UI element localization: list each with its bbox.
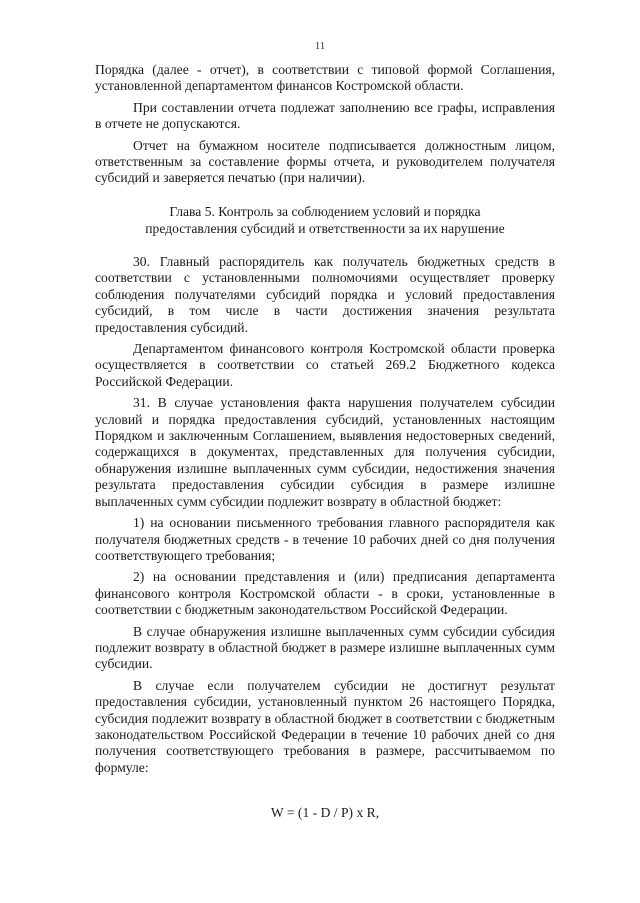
paragraph-item-30: 30. Главный распорядитель как получатель бюджетных средств в соответствии с установленными полномочиями осуществляет проверку соблюдения получателями субсидий порядка и условий предоставления субсидий, в том числе в части достижения значения результата предоставления субсидий. xyxy=(95,254,555,335)
page-number: 11 xyxy=(314,40,326,52)
paragraph-financial-control: Департаментом финансового контроля Костромской области проверка осуществляется в соответствии со статьей 269.2 Бюджетного кодекса Российской Федерации. xyxy=(95,341,555,389)
paragraph-result-not-achieved: В случае если получателем субсидии не достигнут результат предоставления субсидии, установленный пунктом 26 настоящего Порядка, субсидия подлежит возврату в областной бюджет в соответствии с бюджетным законодательством Российской Федерации в течение 10 рабочих дней со дня получения соответствующего требования в размере, рассчитываемом по формуле: xyxy=(95,677,555,775)
refund-formula: W = (1 - D / P) x R, xyxy=(270,805,380,820)
chapter-title-line-2: предоставления субсидий и ответственности за их нарушение xyxy=(145,221,505,236)
chapter-title-line-1: Глава 5. Контроль за соблюдением условий и порядка xyxy=(169,204,481,219)
paragraph-subitem-1: 1) на основании письменного требования главного распорядителя как получателя бюджетных средств - в течение 10 рабочих дней со дня получения соответствующего требования; xyxy=(95,515,555,563)
paragraph-paper-signature: Отчет на бумажном носителе подписывается должностным лицом, ответственным за составление формы отчета, и руководителем получателя субсидий и заверяется печатью (при наличии). xyxy=(95,137,555,186)
paragraph-report-form: Порядка (далее - отчет), в соответствии с типовой формой Соглашения, установленной департаментом финансов Костромской области. xyxy=(95,62,555,94)
paragraph-subitem-2: 2) на основании представления и (или) предписания департамента финансового контроля Костромской области - в сроки, установленные в соответствии с бюджетным законодательством Российской Федерации. xyxy=(95,569,555,618)
paragraph-overpaid-sums: В случае обнаружения излишне выплаченных сумм субсидии субсидия подлежит возврату в областной бюджет в размере излишне выплаченных сумм субсидии. xyxy=(95,623,555,672)
paragraph-item-31: 31. В случае установления факта нарушения получателем субсидии условий и порядка предоставления субсидий, установленных настоящим Порядком и заключенным Соглашением, выявления недостоверных сведений, содержащихся в документах, представленных для получения субсидии, обнаружения излишне выплаченных сумм субсидии, недостижения значения результата предоставления субсидии субсидия в размере излишне выплаченных сумм субсидии подлежит возврату в областной бюджет: xyxy=(95,395,555,509)
intro-section xyxy=(95,62,555,187)
chapter-body xyxy=(95,254,555,776)
paragraph-fill-all-columns: При составлении отчета подлежат заполнению все графы, исправления в отчете не допускаются. xyxy=(95,99,555,132)
